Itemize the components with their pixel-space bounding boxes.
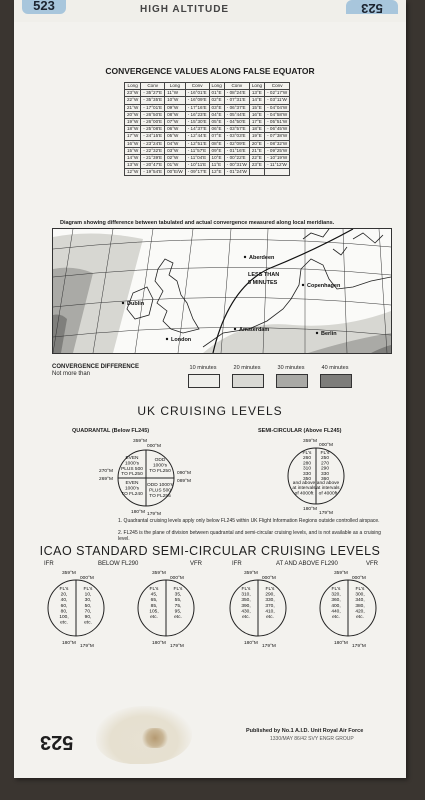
- icao-right-level: 95,: [174, 609, 182, 615]
- chart-sheet: [14, 0, 406, 778]
- convergence-cell: - 14°37'E: [185, 126, 209, 133]
- convergence-cell: - 09°17'E: [185, 169, 209, 176]
- convergence-cell: 07°E: [209, 133, 224, 140]
- semicircular-title: SEMI-CIRCULAR (Above FL245): [258, 428, 342, 434]
- icao-right-level: etc.: [84, 620, 92, 626]
- convergence-cell: 06°W: [165, 126, 186, 133]
- icao-left-level: 85,: [150, 603, 158, 609]
- q-bottom-label: 180°M: [131, 510, 145, 515]
- icao-right-level: FL's: [173, 587, 183, 592]
- icao-vfr-above: VFR: [366, 561, 378, 567]
- uk-note-2: 2. FL245 is the plane of division between quadrantal and semi-circular cruising levels, and is not available as a cruising level.: [118, 530, 381, 542]
- icao-left-level: 310,: [241, 592, 251, 598]
- icao-vfr-below: VFR: [190, 561, 202, 567]
- convergence-cell: 12°E: [209, 169, 224, 176]
- icao-cruising-diagrams: [14, 566, 406, 650]
- icao-heading-label: 000°M: [170, 576, 184, 581]
- convergence-cell: 15°E: [249, 104, 264, 111]
- convergence-cell: - 35°35'E: [141, 97, 165, 104]
- convergence-cell: 01°E: [209, 90, 224, 97]
- convergence-cell: 18°W: [125, 126, 141, 133]
- icao-right-level: etc.: [356, 615, 364, 620]
- convergence-cell: - 16°09'E: [185, 97, 209, 104]
- icao-ifr-above: IFR: [232, 561, 242, 567]
- q-left-label-b: 269°M: [99, 477, 113, 482]
- icao-left-level: 390,: [241, 603, 251, 609]
- convergence-cell: - 35°27'E: [141, 90, 165, 97]
- icao-heading-label: 359°M: [244, 571, 258, 576]
- place-label: London: [171, 337, 192, 343]
- q-nw-text: EVEN: [125, 456, 139, 461]
- s-right-text: 270: [320, 461, 330, 467]
- q-top-label-2: 000°M: [147, 444, 161, 449]
- icao-circle: [320, 570, 376, 649]
- s-right-text: FL's: [320, 451, 330, 456]
- convergence-cell: - 06°37'E: [224, 104, 249, 111]
- page-tab-left: 523: [22, 0, 66, 14]
- legend-label: 40 minutes: [321, 365, 349, 371]
- convergence-cell: 01°W: [165, 162, 186, 169]
- s-right-text: 360: [320, 477, 330, 482]
- icao-above-label: AT AND ABOVE FL290: [276, 561, 338, 567]
- icao-title: ICAO STANDARD SEMI-CIRCULAR CRUISING LEVELS: [39, 544, 381, 558]
- convergence-cell: - 06°45'W: [265, 126, 290, 133]
- convergence-row: [125, 169, 290, 176]
- map-svg: [53, 229, 391, 353]
- icao-right-level: 75,: [174, 603, 182, 609]
- s-right-more-text: and above: [316, 481, 340, 486]
- legend-title: CONVERGENCE DIFFERENCE: [52, 364, 140, 370]
- convergence-cell: - 01°16'E: [224, 147, 249, 154]
- place-dot: [166, 338, 168, 340]
- diagram-caption: Diagram showing difference between tabulated and actual convergence measured along local meridians.: [60, 220, 335, 226]
- legend-label: 30 minutes: [277, 365, 305, 371]
- icao-heading-label: 180°M: [152, 641, 166, 646]
- icao-left-level: FL's: [331, 587, 341, 592]
- icao-right-level: 30,: [84, 598, 92, 604]
- convergence-row: [125, 147, 290, 154]
- convergence-cell: - 11°57'E: [185, 147, 209, 154]
- icao-left-level: 350,: [241, 598, 251, 604]
- convergence-cell: - 03°11'W: [265, 97, 290, 104]
- place-dot: [316, 332, 318, 334]
- convergence-cell: 23°E: [249, 162, 264, 169]
- icao-left-level: 320,: [331, 592, 341, 598]
- q-top-label: 359°M: [133, 439, 147, 444]
- convergence-row: [125, 104, 290, 111]
- convergence-cell: - 09°25'W: [265, 147, 290, 154]
- icao-left-level: etc.: [332, 615, 340, 620]
- icao-left-level: etc.: [60, 620, 68, 626]
- convergence-cell: - 11°04'E: [185, 154, 209, 161]
- convergence-cell: 02°W: [165, 154, 186, 161]
- convergence-cell: - 07°31'E: [224, 97, 249, 104]
- icao-heading-label: 000°M: [352, 576, 366, 581]
- convergence-cell: 03°W: [165, 147, 186, 154]
- convergence-cell: 08°E: [209, 140, 224, 147]
- convergence-cell: - 15°30'E: [185, 118, 209, 125]
- convergence-cell: - 12°51'E: [185, 140, 209, 147]
- convergence-cell: - 17°01'E: [141, 104, 165, 111]
- q-sw-text: TO FL240: [121, 491, 143, 497]
- icao-right-level: 90,: [84, 615, 92, 620]
- convergence-cell: - 03°57'E: [224, 126, 249, 133]
- icao-left-level: 60,: [60, 603, 68, 609]
- s-right-text: 250: [320, 456, 330, 462]
- publisher-line: Published by No.1 A.I.D. Unit Royal Air Force: [246, 728, 364, 734]
- icao-left-level: 105,: [149, 609, 159, 615]
- convergence-cell: 19°W: [125, 118, 141, 125]
- legend-swatch: [188, 374, 220, 388]
- icao-left-level: 430,: [241, 609, 251, 615]
- convergence-cell: - 11°12'W: [265, 162, 290, 169]
- icao-heading-label: 359°M: [62, 571, 76, 576]
- icao-right-level: 50,: [84, 603, 92, 609]
- convergence-cell: 21°W: [125, 104, 141, 111]
- icao-heading-label: 179°M: [262, 644, 276, 649]
- convergence-cell: - 04°50'E: [224, 118, 249, 125]
- convergence-cell: 19°E: [249, 133, 264, 140]
- convergence-cell: 22°W: [125, 97, 141, 104]
- convergence-cell: 05°W: [165, 133, 186, 140]
- icao-heading-label: 180°M: [244, 641, 258, 646]
- s-top-label-2: 000°M: [319, 443, 333, 448]
- icao-left-level: 400,: [331, 603, 341, 609]
- convergence-header-cell: Long: [209, 83, 224, 90]
- convergence-cell: - 02°17'W: [265, 90, 290, 97]
- s-left-more-text: and above: [292, 481, 316, 486]
- legend-swatch: [320, 374, 352, 388]
- icao-right-level: 70,: [84, 609, 92, 615]
- convergence-header-row: [125, 83, 290, 90]
- convergence-cell: - 26°00'E: [141, 118, 165, 125]
- convergence-row: [125, 126, 290, 133]
- convergence-cell: - 05°51'W: [265, 118, 290, 125]
- convergence-header-cell: Conv: [185, 83, 209, 90]
- legend-swatch: [276, 374, 308, 388]
- convergence-row: [125, 162, 290, 169]
- icao-left-level: 440,: [331, 609, 341, 615]
- icao-heading-label: 359°M: [334, 571, 348, 576]
- convergence-cell: 12°W: [125, 169, 141, 176]
- convergence-cell: 17°W: [125, 133, 141, 140]
- icao-left-level: 45,: [150, 592, 158, 598]
- convergence-row: [125, 140, 290, 147]
- icao-right-level: 300,: [355, 592, 365, 598]
- convergence-cell: 02°E: [209, 97, 224, 104]
- place-dot: [302, 284, 304, 286]
- convergence-cell: 14°W: [125, 154, 141, 161]
- stain-spot: [142, 728, 168, 748]
- q-left-label-a: 270°M: [99, 469, 113, 474]
- icao-right-level: etc.: [174, 615, 182, 620]
- convergence-cell: 04°E: [209, 111, 224, 118]
- q-se-text: PLUS 500: [149, 488, 171, 494]
- icao-left-level: 80,: [60, 609, 68, 615]
- convergence-header-cell: Conv: [265, 83, 290, 90]
- convergence-cell: [249, 169, 264, 176]
- legend-label: 20 minutes: [233, 365, 261, 371]
- q-se-text: ODD 1000's: [147, 483, 173, 488]
- icao-circle: [230, 570, 286, 649]
- printer-line: 1330/MAY 86/42 SVY ENGR GROUP: [270, 736, 354, 742]
- convergence-cell: 18°E: [249, 126, 264, 133]
- convergence-cell: 13°E: [249, 90, 264, 97]
- q-bottom-label-2: 179°M: [147, 512, 161, 516]
- legend-subtitle: Not more than: [52, 371, 91, 377]
- icao-heading-label: 000°M: [80, 576, 94, 581]
- icao-right-level: FL's: [355, 587, 365, 592]
- convergence-cell: 05°E: [209, 118, 224, 125]
- convergence-cell: - 05°44'E: [224, 111, 249, 118]
- s-left-text: 350: [302, 477, 312, 482]
- convergence-cell: - 16°23'E: [185, 111, 209, 118]
- place-dot: [122, 302, 124, 304]
- s-top-label: 359°M: [303, 439, 317, 444]
- icao-right-level: 330,: [265, 598, 275, 604]
- place-label: Copenhagen: [307, 283, 341, 289]
- convergence-title: CONVERGENCE VALUES ALONG FALSE EQUATOR: [105, 66, 315, 76]
- convergence-cell: 16°E: [249, 111, 264, 118]
- convergence-cell: - 21°39'E: [141, 154, 165, 161]
- convergence-header-cell: Conv: [224, 83, 249, 90]
- place-dot: [234, 328, 236, 330]
- convergence-row: [125, 154, 290, 161]
- icao-circle: [138, 570, 194, 649]
- convergence-cell: 00°E/W: [165, 169, 186, 176]
- header-title: HIGH ALTITUDE: [140, 4, 230, 15]
- icao-left-level: 360,: [331, 598, 341, 604]
- q-nw-text: TO FL250: [121, 472, 143, 478]
- convergence-cell: - 02°09'E: [224, 140, 249, 147]
- convergence-cell: 11°W: [165, 90, 186, 97]
- place-label: Dublin: [127, 301, 145, 307]
- q-sw-text: 1000's: [125, 486, 139, 492]
- icao-left-level: 20,: [60, 592, 68, 598]
- icao-heading-label: 180°M: [62, 641, 76, 646]
- convergence-header-cell: Long: [125, 83, 141, 90]
- convergence-row: [125, 133, 290, 140]
- convergence-cell: - 08°24'E: [224, 90, 249, 97]
- icao-left-level: 65,: [150, 598, 158, 604]
- icao-right-level: 370,: [265, 603, 275, 609]
- convergence-map: [52, 228, 392, 354]
- icao-heading-label: 179°M: [80, 644, 94, 649]
- convergence-cell: - 26°50'E: [141, 111, 165, 118]
- convergence-cell: 22°E: [249, 154, 264, 161]
- convergence-cell: - 07°38'W: [265, 133, 290, 140]
- less-than-label: LESS THAN: [248, 272, 280, 278]
- convergence-cell: 23°W: [125, 90, 141, 97]
- legend-label: 10 minutes: [189, 365, 217, 371]
- place-label: Amsterdam: [239, 327, 270, 333]
- s-bottom-label: 180°M: [303, 507, 317, 512]
- icao-heading-label: 000°M: [262, 576, 276, 581]
- convergence-cell: 21°E: [249, 147, 264, 154]
- icao-circle: [48, 570, 104, 649]
- convergence-cell: - 01°24'W: [224, 169, 249, 176]
- icao-left-level: 100,: [59, 615, 69, 620]
- convergence-cell: 06°E: [209, 126, 224, 133]
- convergence-cell: - 04°58'W: [265, 111, 290, 118]
- convergence-cell: 10°E: [209, 154, 224, 161]
- q-right-label-2: 089°M: [177, 479, 191, 484]
- icao-heading-label: 179°M: [352, 644, 366, 649]
- convergence-cell: 09°W: [165, 104, 186, 111]
- icao-ifr-below: IFR: [44, 561, 54, 567]
- icao-right-level: 10,: [84, 592, 92, 598]
- convergence-cell: - 23°24'E: [141, 140, 165, 147]
- q-ne-text: 1000's: [153, 463, 167, 469]
- convergence-body: [125, 90, 290, 176]
- convergence-cell: 11°E: [209, 162, 224, 169]
- convergence-cell: - 00°22'E: [224, 154, 249, 161]
- convergence-cell: - 24°15'E: [141, 133, 165, 140]
- q-nw-text: PLUS 500: [121, 466, 143, 472]
- icao-right-level: FL's: [83, 587, 93, 592]
- icao-left-level: etc.: [150, 615, 158, 620]
- page-tab-right: 523: [346, 0, 398, 14]
- s-left-text: 330: [302, 471, 312, 477]
- convergence-cell: - 08°32'W: [265, 140, 290, 147]
- convergence-cell: - 04°04'W: [265, 104, 290, 111]
- convergence-row: [125, 118, 290, 125]
- uk-cruising-diagrams: [54, 434, 374, 516]
- icao-left-level: 40,: [60, 598, 68, 604]
- q-ne-text: ODD: [154, 458, 166, 463]
- icao-right-level: 55,: [174, 598, 182, 604]
- s-right-text: 330: [320, 471, 330, 477]
- convergence-cell: - 25°08'E: [141, 126, 165, 133]
- convergence-cell: 04°W: [165, 140, 186, 147]
- convergence-cell: - 20°47'E: [141, 162, 165, 169]
- convergence-cell: - 19°54'E: [141, 169, 165, 176]
- s-right-more-text: of 4000ft: [318, 491, 338, 497]
- q-ne-text: TO FL250: [149, 468, 171, 474]
- convergence-cell: 16°W: [125, 140, 141, 147]
- convergence-header-cell: Long: [165, 83, 186, 90]
- q-se-text: TO FL255: [149, 493, 171, 499]
- s-right-text: 290: [320, 466, 330, 472]
- s-right-more-text: at intervals: [316, 486, 340, 492]
- place-dot: [244, 256, 246, 258]
- convergence-cell: - 16°01'E: [185, 90, 209, 97]
- convergence-table: [124, 82, 290, 176]
- convergence-cell: - 00°31'W: [224, 162, 249, 169]
- icao-right-level: etc.: [266, 615, 274, 620]
- convergence-row: [125, 111, 290, 118]
- convergence-cell: 08°W: [165, 111, 186, 118]
- convergence-cell: 13°W: [125, 162, 141, 169]
- icao-left-level: etc.: [242, 615, 250, 620]
- convergence-row: [125, 97, 290, 104]
- convergence-header-cell: Long: [249, 83, 264, 90]
- convergence-cell: 07°W: [165, 118, 186, 125]
- convergence-cell: - 22°32'E: [141, 147, 165, 154]
- convergence-cell: [265, 169, 290, 176]
- place-label: Aberdeen: [249, 255, 275, 261]
- uk-note-1: 1. Quadrantal cruising levels apply only below FL245 within UK Flight Information Regions outside controlled airspace.: [118, 518, 380, 524]
- icao-left-level: FL's: [241, 587, 251, 592]
- icao-left-level: FL's: [149, 587, 159, 592]
- icao-heading-label: 180°M: [334, 641, 348, 646]
- page-number: 523: [40, 731, 74, 753]
- convergence-cell: 10°W: [165, 97, 186, 104]
- icao-right-level: 410,: [265, 609, 275, 615]
- five-minutes-label: 5 MINUTES: [248, 280, 278, 286]
- icao-right-level: 290,: [265, 592, 275, 598]
- icao-left-level: FL's: [59, 587, 69, 592]
- icao-right-level: 340,: [355, 598, 365, 604]
- q-right-label: 090°M: [177, 471, 191, 476]
- convergence-cell: 20°E: [249, 140, 264, 147]
- convergence-cell: - 10°19'W: [265, 154, 290, 161]
- s-left-text: 280: [302, 461, 312, 467]
- convergence-row: [125, 90, 290, 97]
- convergence-cell: 03°E: [209, 104, 224, 111]
- icao-right-level: 35,: [174, 592, 182, 598]
- uk-cruising-title: UK CRUISING LEVELS: [137, 404, 283, 418]
- convergence-cell: 09°E: [209, 147, 224, 154]
- place-label: Berlin: [321, 331, 337, 337]
- s-left-text: FL's: [302, 451, 312, 456]
- q-sw-text: EVEN: [125, 481, 139, 486]
- convergence-cell: 17°E: [249, 118, 264, 125]
- convergence-cell: 15°W: [125, 147, 141, 154]
- icao-right-level: 380,: [355, 603, 365, 609]
- convergence-cell: 14°E: [249, 97, 264, 104]
- legend-swatch: [232, 374, 264, 388]
- convergence-cell: - 03°03'E: [224, 133, 249, 140]
- convergence-cell: 20°W: [125, 111, 141, 118]
- convergence-cell: - 10°11'E: [185, 162, 209, 169]
- icao-right-level: FL's: [265, 587, 275, 592]
- s-left-more-text: of 4000ft: [294, 491, 314, 497]
- s-bottom-label-2: 179°M: [319, 511, 333, 516]
- icao-heading-label: 179°M: [170, 644, 184, 649]
- s-left-text: 260: [302, 456, 312, 462]
- s-left-more-text: at intervals: [292, 486, 316, 492]
- convergence-cell: - 17°16'E: [185, 104, 209, 111]
- s-left-text: 310: [302, 466, 312, 472]
- quadrantal-title: QUADRANTAL (Below FL245): [72, 428, 150, 434]
- icao-heading-label: 359°M: [152, 571, 166, 576]
- convergence-cell: - 12°44'E: [185, 133, 209, 140]
- convergence-header-cell: Conv: [141, 83, 165, 90]
- icao-below-label: BELOW FL290: [98, 561, 139, 567]
- icao-right-level: 420,: [355, 609, 365, 615]
- q-nw-text: 1000's: [125, 461, 139, 467]
